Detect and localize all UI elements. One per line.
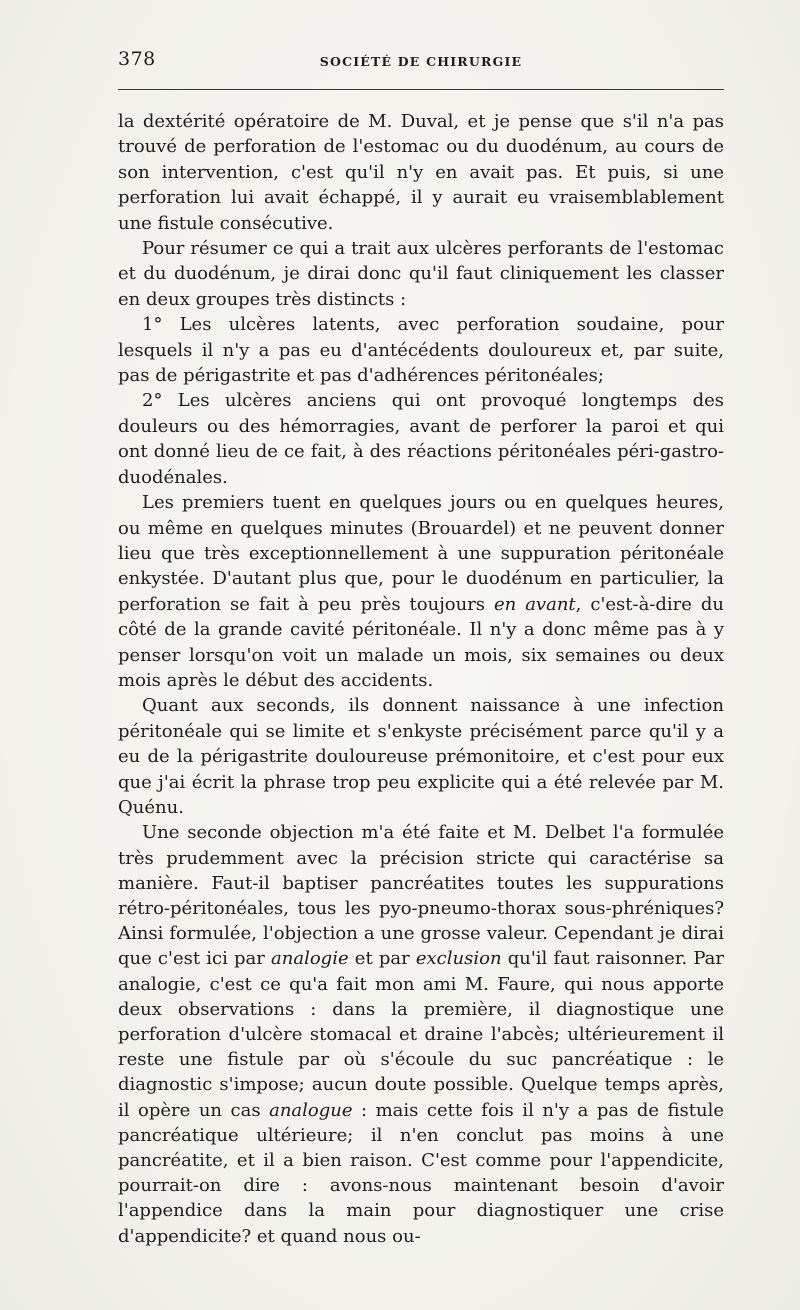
- italic-text: analogie: [271, 948, 349, 970]
- text-segment: la dextérité opératoire de M. Duval, et je pense que s'il n'a pas trouvé de perforation de l'estomac ou du duodénum, au cours de son intervention, c'est qu'il n'y en avait pas. Et puis, si une perforation lui avait échappé, il y aurait eu vraisemblablement une fistule consécutive.: [118, 111, 724, 234]
- paragraph: [118, 693, 724, 820]
- text-segment: qu'il faut raisonner. Par analogie, c'est ce qu'a fait mon ami M. Faure, qui nous apporte deux observations : dans la première, il diagnostique une perforation d'ulcère stomacal et draine l'abcès; ultérieurement il reste une fistule par où s'écoule du suc pancréatique : le diagnostic s'impose; aucun doute possible. Quelque temps après, il opère un cas: [118, 948, 724, 1121]
- paragraph: [118, 109, 724, 236]
- text-segment: Une seconde objection m'a été faite et M. Delbet l'a formulée très prudemment avec la précision stricte qui caractérise sa manière. Faut-il baptiser pancréatites toutes les suppurations rétro-péritonéales, tous les pyo-pneumo-thorax sous-phréniques? Ainsi formulée, l'objection a une grosse valeur. Cependant je dirai que c'est ici par: [118, 822, 724, 970]
- paragraph: [118, 388, 724, 490]
- text-segment: : mais cette fois il n'y a pas de fistule pancréatique ultérieure; il n'en conclut pas moins à une pancréatite, et il a bien raison. C'est comme pour l'appendicite, pourrait-on dire : avons-nous maintenant besoin d'avoir l'appendice dans la main pour diagnostiquer une crise d'appendicite? et quand nous ou-: [118, 1099, 724, 1247]
- paragraph: [118, 820, 724, 1248]
- header-rule: [118, 89, 724, 90]
- page-number: 378: [118, 48, 156, 70]
- text-segment: Les premiers tuent en quelques jours ou en quelques heures, ou même en quelques minutes (Brouardel) et ne peuvent donner lieu que très exceptionnellement à une suppuration péritonéale enkystée. D'autant plus que, pour le duodénum en particulier, la perforation se fait à peu près toujours: [118, 492, 724, 615]
- paragraph: [118, 236, 724, 312]
- paragraph: [118, 490, 724, 693]
- body-text: [118, 109, 724, 1249]
- paragraph: [118, 312, 724, 388]
- page-header: [118, 46, 724, 76]
- text-segment: Pour résumer ce qui a trait aux ulcères perforants de l'estomac et du duodénum, je dirai donc qu'il faut cliniquement les classer en deux groupes très distincts :: [118, 238, 724, 310]
- running-title: SOCIÉTÉ DE CHIRURGIE: [319, 54, 523, 69]
- text-segment: Quant aux seconds, ils donnent naissance à une infection péritonéale qui se limite et s'enkyste précisément parce qu'il y a eu de la périgastrite douloureuse prémonitoire, et c'est pour eux que j'ai écrit la phrase trop peu explicite qui a été relevée par M. Quénu.: [118, 695, 724, 818]
- italic-text: en avant: [494, 593, 576, 615]
- text-segment: , c'est-à-dire du côté de la grande cavité péritonéale. Il n'y a donc même pas à y penser lorsqu'on voit un malade un mois, six semaines ou deux mois après le début des accidents.: [118, 593, 724, 691]
- text-segment: et par: [348, 948, 416, 970]
- italic-text: exclusion: [415, 948, 502, 970]
- text-segment: 1° Les ulcères latents, avec perforation soudaine, pour lesquels il n'y a pas eu d'antécédents douloureux et, par suite, pas de périgastrite et pas d'adhérences péritonéales;: [118, 314, 724, 387]
- italic-text: analogue: [269, 1099, 353, 1121]
- text-segment: 2° Les ulcères anciens qui ont provoqué longtemps des douleurs ou des hémorragies, avant de perforer la paroi et qui ont donné lieu de ce fait, à des réactions péritonéales péri-gastro-duodénales.: [118, 390, 724, 488]
